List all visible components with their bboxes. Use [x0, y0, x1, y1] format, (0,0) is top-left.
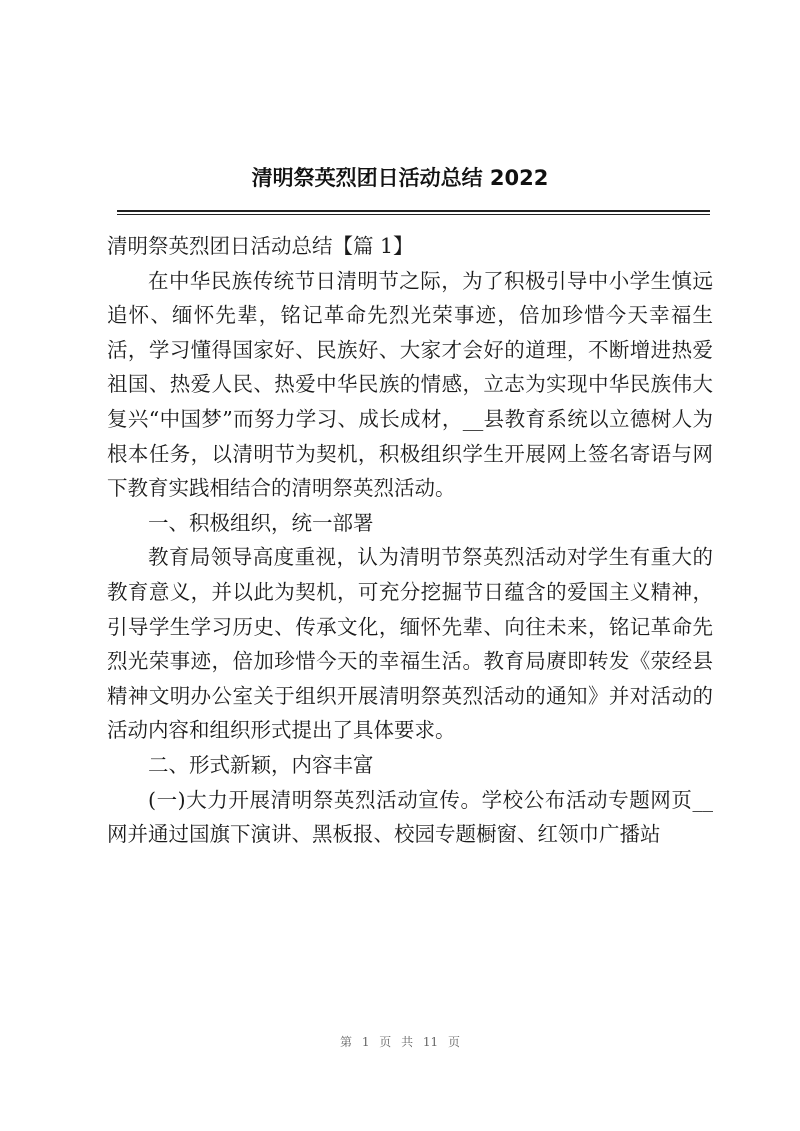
document-title: 清明祭英烈团日活动总结 2022 [251, 166, 549, 190]
paragraph-publicity: (一)大力开展清明祭英烈活动宣传。学校公布活动专题网页__网并通过国旗下演讲、黑板报、校园专题橱窗、红领巾广播站 [107, 787, 713, 847]
subheading-format: 二、形式新颖，内容丰富 [148, 752, 374, 777]
document-body [107, 229, 713, 852]
page-number-footer: 第 1 页 共 11 页 [340, 1035, 460, 1049]
paragraph-leadership: 教育局领导高度重视，认为清明节祭英烈活动对学生有重大的教育意义，并以此为契机，可充分挖掘节日蕴含的爱国主义精神，引导学生学习历史、传承文化，缅怀先辈、向往未来，铭记革命先烈光荣事迹，倍加珍惜今天的幸福生活。教育局赓即转发《荥经县精神文明办公室关于组织开展清明祭英烈活动的通知》并对活动的活动内容和组织形式提出了具体要求。 [107, 545, 713, 743]
subheading-organize: 一、积极组织，统一部署 [148, 510, 374, 535]
section-heading: 清明祭英烈团日活动总结【篇 1】 [107, 234, 414, 258]
title-divider-thin [117, 214, 710, 215]
paragraph-intro: 在中华民族传统节日清明节之际，为了积极引导中小学生慎远追怀、缅怀先辈，铭记革命先烈光荣事迹，倍加珍惜今天幸福生活，学习懂得国家好、民族好、大家才会好的道理，不断增进热爱祖国、热爱人民、热爱中华民族的情感，立志为实现中华民族伟大复兴“中国梦”而努力学习、成长成材，__县教育系统以立德树人为根本任务，以清明节为契机，积极组织学生开展网上签名寄语与网下教育实践相结合的清明祭英烈活动。 [107, 268, 713, 501]
title-divider-thick [117, 210, 710, 212]
